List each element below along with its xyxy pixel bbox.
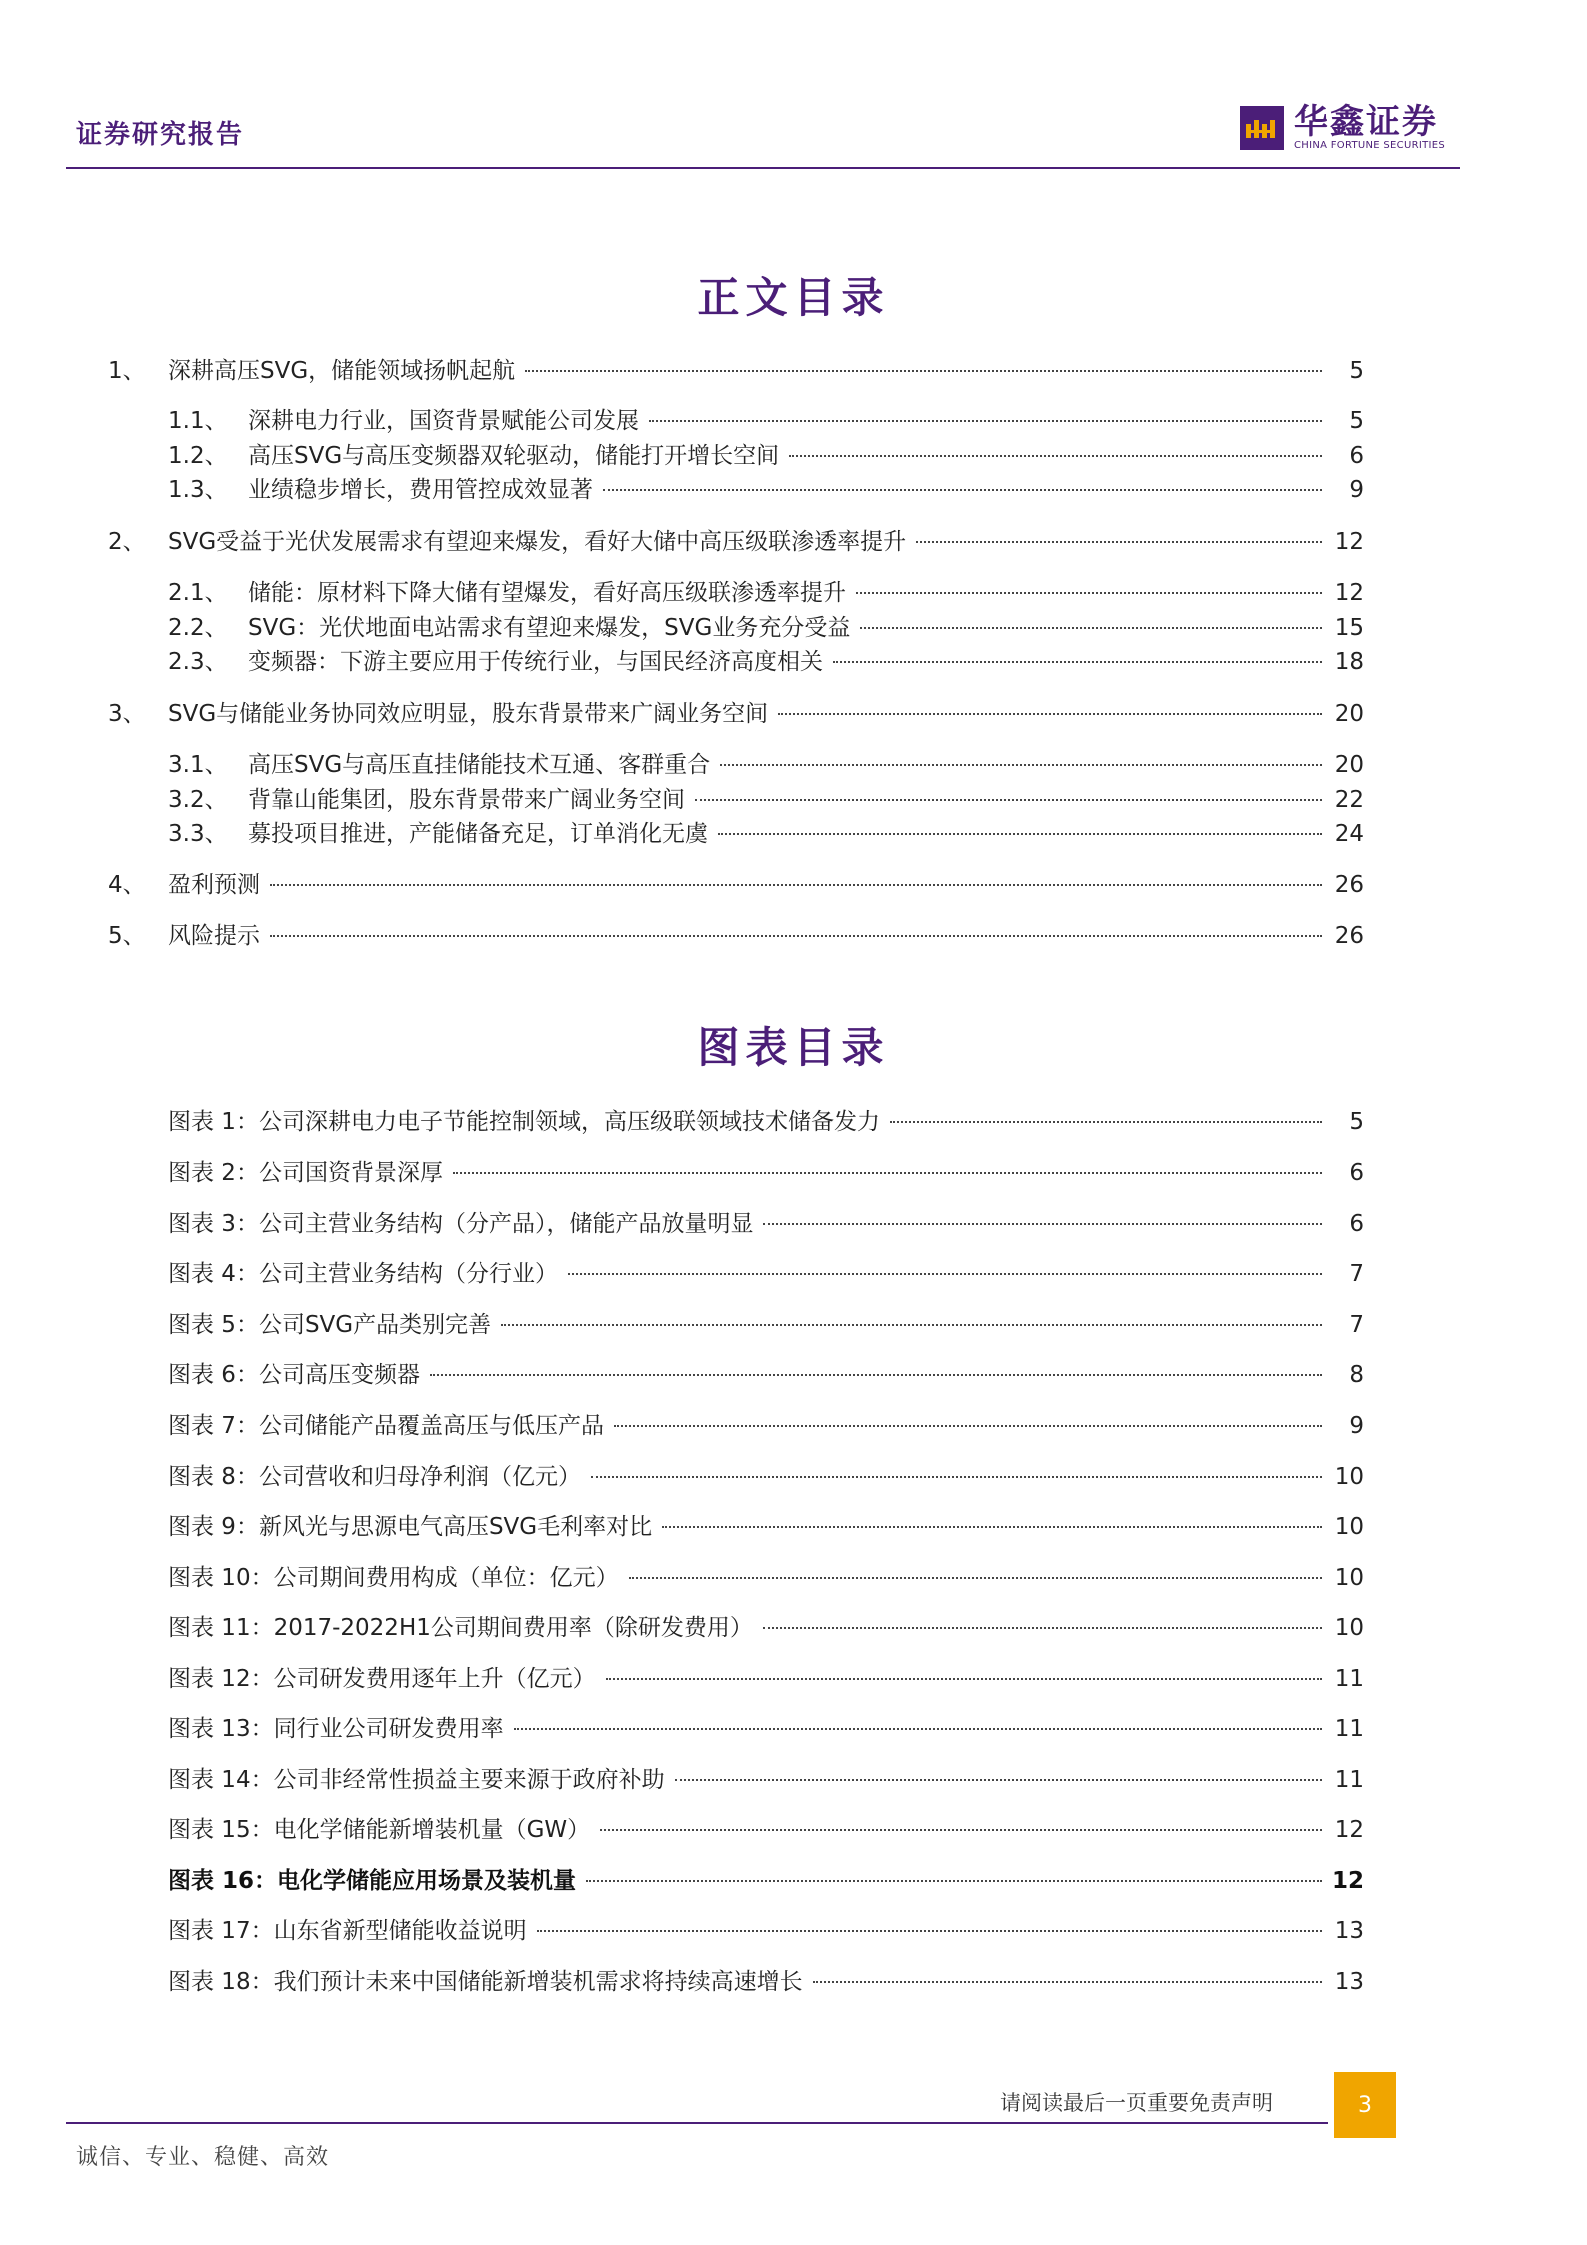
- toc-entry-title: 变频器：下游主要应用于传统行业，与国民经济高度相关: [248, 649, 823, 675]
- toc-entry[interactable]: [108, 921, 1364, 951]
- figure-entry-title: 电化学储能应用场景及装机量: [277, 1868, 577, 1894]
- toc-entry-page: 26: [1334, 923, 1364, 949]
- figure-entry-page: 13: [1334, 1969, 1364, 1995]
- dot-leader: [501, 1324, 1322, 1326]
- dot-leader: [614, 1425, 1322, 1427]
- figure-entry[interactable]: [168, 1563, 1364, 1593]
- dot-leader: [629, 1577, 1322, 1579]
- figure-entry-page: 10: [1334, 1565, 1364, 1591]
- toc-entry-number: 3.1、: [168, 752, 228, 778]
- dot-leader: [789, 455, 1322, 457]
- toc-entry[interactable]: [168, 475, 1364, 505]
- dot-leader: [606, 1678, 1322, 1680]
- dot-leader: [430, 1374, 1322, 1376]
- toc-entry-number: 3.3、: [168, 821, 228, 847]
- dot-leader: [591, 1476, 1322, 1478]
- dot-leader: [537, 1930, 1322, 1932]
- figure-entry[interactable]: [168, 1664, 1364, 1694]
- dot-leader: [718, 833, 1322, 835]
- figure-entry[interactable]: [168, 1815, 1364, 1845]
- toc-entry-page: 22: [1334, 787, 1364, 813]
- figure-entry-title: 电化学储能新增装机量（GW）: [273, 1817, 591, 1843]
- figure-entry[interactable]: [168, 1866, 1364, 1896]
- figure-entry[interactable]: [168, 1158, 1364, 1188]
- figure-entry-label: 图表 1：: [168, 1109, 259, 1135]
- toc-entry-page: 20: [1334, 701, 1364, 727]
- toc-entry-number: 1、: [108, 358, 146, 384]
- figure-entry-label: 图表 3：: [168, 1211, 259, 1237]
- toc-entry-number: 1.1、: [168, 408, 228, 434]
- figure-entry-title: 公司非经常性损益主要来源于政府补助: [273, 1767, 665, 1793]
- figure-entry-title: 公司国资背景深厚: [258, 1160, 443, 1186]
- figure-entry[interactable]: [168, 1360, 1364, 1390]
- figure-entry[interactable]: [168, 1714, 1364, 1744]
- footer-divider: [66, 2122, 1328, 2124]
- figure-entry-label: 图表 9：: [168, 1514, 259, 1540]
- toc-entry-page: 6: [1349, 443, 1364, 469]
- figure-entry-label: 图表 8：: [168, 1464, 259, 1490]
- dot-leader: [453, 1172, 1322, 1174]
- dot-leader: [763, 1223, 1322, 1225]
- figure-entry-page: 11: [1334, 1716, 1364, 1742]
- dot-leader: [916, 541, 1322, 543]
- toc-entry-number: 3.2、: [168, 787, 228, 813]
- toc-entry-number: 1.3、: [168, 477, 228, 503]
- toc-entry[interactable]: [108, 527, 1364, 557]
- dot-leader: [720, 764, 1322, 766]
- figure-entry[interactable]: [168, 1613, 1364, 1643]
- figure-entry-page: 5: [1349, 1109, 1364, 1135]
- disclaimer-note: 请阅读最后一页重要免责声明: [1000, 2091, 1273, 2115]
- toc-entry-title: 深耕电力行业，国资背景赋能公司发展: [248, 408, 639, 434]
- toc-entry-number: 4、: [108, 872, 146, 898]
- toc-entry-page: 24: [1334, 821, 1364, 847]
- toc-entry[interactable]: [168, 406, 1364, 436]
- dot-leader: [270, 884, 1322, 886]
- company-slogan: 诚信、专业、稳健、高效: [76, 2145, 330, 2170]
- figure-entry[interactable]: [168, 1310, 1364, 1340]
- toc-entry[interactable]: [108, 699, 1364, 729]
- dot-leader: [695, 799, 1322, 801]
- toc-entry-title: SVG与储能业务协同效应明显，股东背景带来广阔业务空间: [168, 701, 769, 727]
- figure-entry-page: 9: [1349, 1413, 1364, 1439]
- figure-entry-title: 公司深耕电力电子节能控制领域，高压级联领域技术储备发力: [258, 1109, 880, 1135]
- dot-leader: [890, 1121, 1322, 1123]
- figure-entry-title: 公司研发费用逐年上升（亿元）: [273, 1666, 596, 1692]
- dot-leader: [675, 1779, 1322, 1781]
- figure-entry-title: 公司SVG产品类别完善: [258, 1312, 492, 1338]
- toc-entry-page: 12: [1334, 580, 1364, 606]
- figure-entry-label: 图表 12：: [168, 1666, 274, 1692]
- figure-entry-page: 10: [1334, 1514, 1364, 1540]
- toc-entry[interactable]: [168, 750, 1364, 780]
- dot-leader: [763, 1627, 1322, 1629]
- dot-leader: [649, 420, 1322, 422]
- toc-entry-title: 业绩稳步增长，费用管控成效显著: [248, 477, 593, 503]
- toc-entry[interactable]: [168, 613, 1364, 643]
- toc-entry-number: 1.2、: [168, 443, 228, 469]
- figure-entry-label: 图表 17：: [168, 1918, 274, 1944]
- dot-leader: [856, 592, 1322, 594]
- figure-entry-page: 6: [1349, 1160, 1364, 1186]
- figure-entry-title: 公司期间费用构成（单位：亿元）: [273, 1565, 619, 1591]
- toc-entry[interactable]: [168, 441, 1364, 471]
- logo-icon: [1240, 106, 1284, 150]
- figure-entry-page: 7: [1349, 1261, 1364, 1287]
- figure-entry[interactable]: [168, 1107, 1364, 1137]
- figure-entry-page: 11: [1334, 1666, 1364, 1692]
- figure-entry[interactable]: [168, 1512, 1364, 1542]
- figure-entry-label: 图表 5：: [168, 1312, 259, 1338]
- toc-entry[interactable]: [108, 870, 1364, 900]
- dot-leader: [833, 661, 1322, 663]
- toc-entry[interactable]: [168, 785, 1364, 815]
- figure-entry-title: 同行业公司研发费用率: [273, 1716, 504, 1742]
- toc-entry-title: 深耕高压SVG，储能领域扬帆起航: [168, 358, 516, 384]
- dot-leader: [860, 627, 1322, 629]
- figure-entry[interactable]: [168, 1765, 1364, 1795]
- toc-entry-page: 26: [1334, 872, 1364, 898]
- dot-leader: [603, 489, 1322, 491]
- figure-entry-page: 11: [1334, 1767, 1364, 1793]
- figure-entry-title: 2017-2022H1公司期间费用率（除研发费用）: [273, 1615, 753, 1641]
- figure-entry-label: 图表 16：: [168, 1868, 278, 1894]
- toc-entry-title: 储能：原材料下降大储有望爆发，看好高压级联渗透率提升: [248, 580, 846, 606]
- toc-entry-page: 18: [1334, 649, 1364, 675]
- figure-entry-page: 13: [1334, 1918, 1364, 1944]
- figure-entry-label: 图表 14：: [168, 1767, 274, 1793]
- toc-entry-title: 盈利预测: [168, 872, 260, 898]
- figure-entry-title: 新风光与思源电气高压SVG毛利率对比: [258, 1514, 653, 1540]
- toc-entry[interactable]: [108, 356, 1364, 386]
- dot-leader: [600, 1829, 1322, 1831]
- toc-entry-number: 2.3、: [168, 649, 228, 675]
- figure-entry-label: 图表 4：: [168, 1261, 259, 1287]
- figure-entry-title: 公司主营业务结构（分产品），储能产品放量明显: [258, 1211, 754, 1237]
- page-number-badge: 3: [1334, 2072, 1396, 2138]
- figure-entry[interactable]: [168, 1967, 1364, 1997]
- dot-leader: [778, 713, 1322, 715]
- toc-entry-title: 高压SVG与高压变频器双轮驱动，储能打开增长空间: [248, 443, 780, 469]
- toc-entry[interactable]: [168, 647, 1364, 677]
- toc-entry-title: 风险提示: [168, 923, 260, 949]
- figure-entry[interactable]: [168, 1462, 1364, 1492]
- figure-entry[interactable]: [168, 1209, 1364, 1239]
- figure-entry-label: 图表 15：: [168, 1817, 274, 1843]
- toc-entry-number: 2.1、: [168, 580, 228, 606]
- figure-entry-title: 山东省新型储能收益说明: [273, 1918, 527, 1944]
- toc-entry-page: 9: [1349, 477, 1364, 503]
- figure-entry-label: 图表 13：: [168, 1716, 274, 1742]
- toc-entry-number: 5、: [108, 923, 146, 949]
- figure-entry-title: 我们预计未来中国储能新增装机需求将持续高速增长: [273, 1969, 803, 1995]
- figure-entry-label: 图表 11：: [168, 1615, 274, 1641]
- toc-entry-page: 12: [1334, 529, 1364, 555]
- figure-entry[interactable]: [168, 1259, 1364, 1289]
- figure-entry-page: 12: [1332, 1868, 1365, 1894]
- figure-entry-label: 图表 10：: [168, 1565, 274, 1591]
- toc-entry-number: 2.2、: [168, 615, 228, 641]
- logo-name-en: CHINA FORTUNE SECURITIES: [1294, 140, 1445, 151]
- figure-entry-title: 公司高压变频器: [258, 1362, 420, 1388]
- toc-entry-title: SVG受益于光伏发展需求有望迎来爆发，看好大储中高压级联渗透率提升: [168, 529, 907, 555]
- toc-entry-title: 募投项目推进，产能储备充足，订单消化无虞: [248, 821, 708, 847]
- dot-leader: [813, 1981, 1322, 1983]
- figure-entry-page: 8: [1349, 1362, 1364, 1388]
- figure-entry-label: 图表 7：: [168, 1413, 259, 1439]
- figure-entry[interactable]: [168, 1916, 1364, 1946]
- toc-entry-page: 20: [1334, 752, 1364, 778]
- figure-entry-page: 7: [1349, 1312, 1364, 1338]
- toc-title: 正文目录: [697, 273, 890, 322]
- figure-entry-title: 公司主营业务结构（分行业）: [258, 1261, 558, 1287]
- figure-entry-title: 公司营收和归母净利润（亿元）: [258, 1464, 581, 1490]
- dot-leader: [514, 1728, 1322, 1730]
- toc-entry-title: 背靠山能集团，股东背景带来广阔业务空间: [248, 787, 685, 813]
- toc-entry-page: 5: [1349, 408, 1364, 434]
- figure-entry-title: 公司储能产品覆盖高压与低压产品: [258, 1413, 604, 1439]
- toc-entry-title: SVG：光伏地面电站需求有望迎来爆发，SVG业务充分受益: [248, 615, 851, 641]
- dot-leader: [525, 370, 1322, 372]
- dot-leader: [586, 1880, 1322, 1882]
- figure-entry-label: 图表 2：: [168, 1160, 259, 1186]
- figure-entry-label: 图表 6：: [168, 1362, 259, 1388]
- report-type-label: 证券研究报告: [76, 120, 245, 150]
- figures-title: 图表目录: [697, 1023, 890, 1072]
- figure-entry-page: 10: [1334, 1615, 1364, 1641]
- toc-entry-title: 高压SVG与高压直挂储能技术互通、客群重合: [248, 752, 711, 778]
- toc-entry-page: 15: [1334, 615, 1364, 641]
- toc-entry-number: 3、: [108, 701, 146, 727]
- dot-leader: [270, 935, 1322, 937]
- toc-entry[interactable]: [168, 819, 1364, 849]
- figure-entry-page: 10: [1334, 1464, 1364, 1490]
- figure-entry-page: 6: [1349, 1211, 1364, 1237]
- company-logo: [1240, 104, 1445, 152]
- toc-entry[interactable]: [168, 578, 1364, 608]
- figure-entry[interactable]: [168, 1411, 1364, 1441]
- toc-entry-page: 5: [1349, 358, 1364, 384]
- figure-entry-label: 图表 18：: [168, 1969, 274, 1995]
- dot-leader: [568, 1273, 1322, 1275]
- figure-entry-page: 12: [1334, 1817, 1364, 1843]
- header-divider: [66, 167, 1460, 169]
- logo-name-cn: 华鑫证券: [1294, 102, 1438, 142]
- toc-entry-number: 2、: [108, 529, 146, 555]
- dot-leader: [662, 1526, 1322, 1528]
